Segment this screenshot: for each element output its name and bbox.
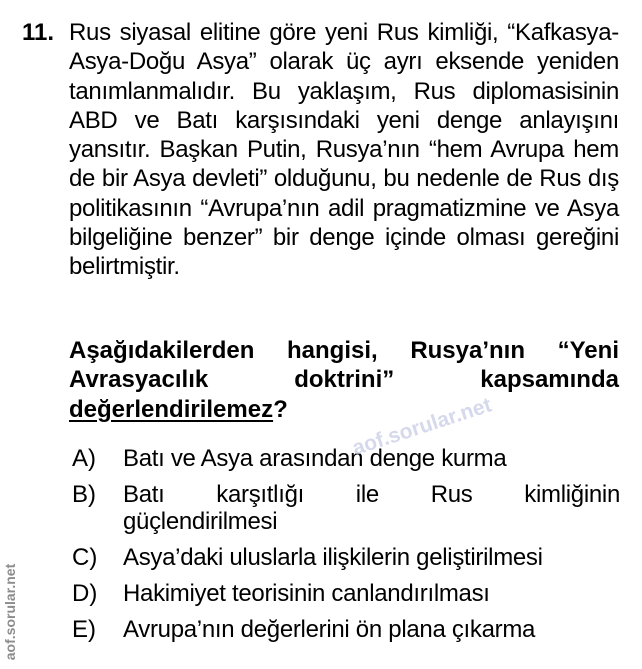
option-text xyxy=(123,481,620,535)
option-word: karşıtlığı xyxy=(216,481,304,508)
option-c[interactable] xyxy=(72,544,620,571)
question-number: 11. xyxy=(22,19,55,46)
option-a[interactable] xyxy=(72,445,620,472)
option-letter: C) xyxy=(72,544,98,571)
question-prompt xyxy=(69,336,619,424)
prompt-word: Rusya’nın xyxy=(410,337,526,364)
option-e[interactable] xyxy=(72,616,620,643)
option-d[interactable] xyxy=(72,580,620,607)
question-stem: Rus siyasal elitine göre yeni Rus kimliği, “Kafkasya-Asya-Doğu Asya” olarak üç ayrı eksende yeniden tanımlanmalıdır. Bu yaklaşım, Rus diplomasisinin ABD ve Batı karşısındaki yeni denge anlayışını yansıtır. Başkan Putin, Rusya’nın “hem Avrupa hem de bir Asya devleti” olduğunu, bu nedenle de Rus dış politikasının “Avrupa’nın adil pragmatizmine ve Asya bilgeliğine benzer” bir denge içinde olması gereğini belirtmiştir. xyxy=(69,19,619,281)
option-word: Batı xyxy=(123,481,165,508)
option-text: Asya’daki uluslarla ilişkilerin geliştirilmesi xyxy=(123,544,543,571)
option-word: Rus xyxy=(430,481,473,508)
option-text: Batı ve Asya arasından denge kurma xyxy=(123,445,507,472)
prompt-word: doktrini” xyxy=(294,366,395,394)
watermark-side: aof.sorular.net xyxy=(2,563,18,661)
option-letter: E) xyxy=(72,616,96,643)
option-text: Avrupa’nın değerlerini ön plana çıkarma xyxy=(123,616,536,643)
prompt-line-1 xyxy=(69,336,619,365)
prompt-word: Avrasyacılık xyxy=(69,366,209,394)
prompt-word: kapsamında xyxy=(480,366,619,394)
prompt-question-mark: ? xyxy=(273,395,288,423)
option-letter: D) xyxy=(72,580,98,607)
prompt-underlined-keyword: değerlendirilemez xyxy=(69,395,274,423)
option-letter: A) xyxy=(72,445,96,472)
prompt-word: “Yeni xyxy=(557,337,619,364)
prompt-word: Aşağıdakilerden xyxy=(69,337,255,364)
prompt-word: hangisi, xyxy=(287,337,378,364)
watermark-center: aof.sorular.net xyxy=(349,393,495,461)
option-text-line-2: güçlendirilmesi xyxy=(123,508,278,535)
option-b[interactable] xyxy=(72,481,620,535)
option-text-line-1 xyxy=(123,481,620,508)
prompt-line-2 xyxy=(69,365,619,394)
option-word: ile xyxy=(355,481,379,508)
option-text: Hakimiyet teorisinin canlandırılması xyxy=(123,580,490,607)
answer-options xyxy=(72,445,620,652)
option-word: kimliğinin xyxy=(524,481,620,508)
prompt-line-3 xyxy=(69,395,619,424)
option-letter: B) xyxy=(72,481,96,508)
